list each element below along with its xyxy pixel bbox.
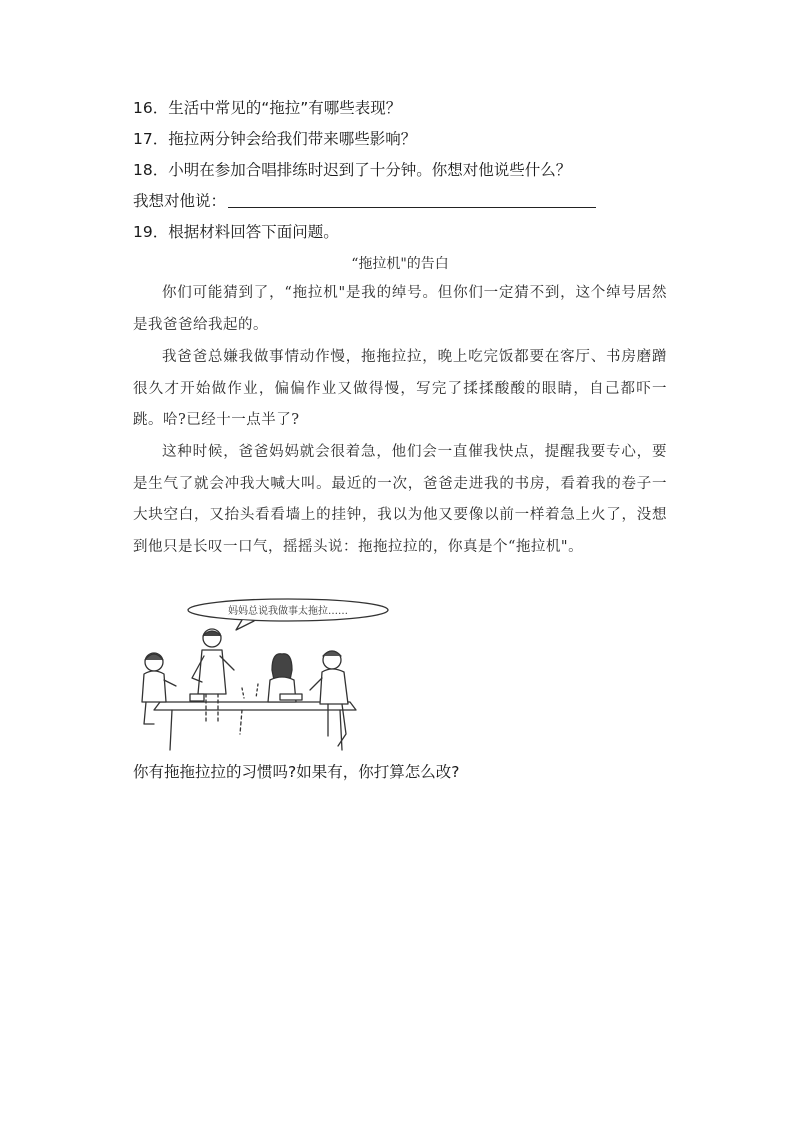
speech-bubble-text: 妈妈总说我做事太拖拉…… [228, 606, 348, 617]
question-17: 17．拖拉两分钟会给我们带来哪些影响？ [133, 130, 417, 148]
question-16: 16．生活中常见的“拖拉”有哪些表现？ [133, 99, 402, 117]
passage-paragraph-3: 这种时候，爸爸妈妈就会很着急，他们会一直催我快点，提醒我要专心，要是生气了就会冲我大喊大叫。最近的一次，爸爸走进我的书房，看着我的卷子一大块空白，又抬头看看墙上的挂钟，我以为他又要像以前一样着急上火了，没想到他只是长叹一口气，摇摇头说：拖拖拉拉的，你真是个“拖拉机"。 [133, 444, 667, 555]
answer-prompt: 我想对他说： [133, 192, 227, 210]
passage-paragraph-2: 我爸爸总嫌我做事情动作慢，拖拖拉拉，晚上吃完饭都要在客厅、书房磨蹭很久才开始做作业，偏偏作业又做得慢，写完了揉揉酸酸的眼睛，自己都吓一跳。哈?已经十一点半了? [133, 349, 667, 428]
final-question: 你有拖拖拉拉的习惯吗?如果有，你打算怎么改? [133, 763, 460, 781]
passage-paragraph-1: 你们可能猜到了，“拖拉机"是我的绰号。但你们一定猜不到，这个绰号居然是我爸爸给我起的。 [133, 285, 667, 333]
answer-line [133, 190, 596, 212]
person-boy [310, 651, 348, 746]
question-19: 19．根据材料回答下面问题。 [133, 223, 339, 241]
question-18: 18．小明在参加合唱排练时迟到了十分钟。你想对他说些什么？ [133, 161, 572, 179]
passage-title: “拖拉机"的告白 [351, 256, 449, 272]
family-illustration [132, 594, 394, 752]
person-mother [142, 653, 176, 724]
answer-blank[interactable] [228, 191, 596, 208]
person-girl [268, 654, 302, 702]
